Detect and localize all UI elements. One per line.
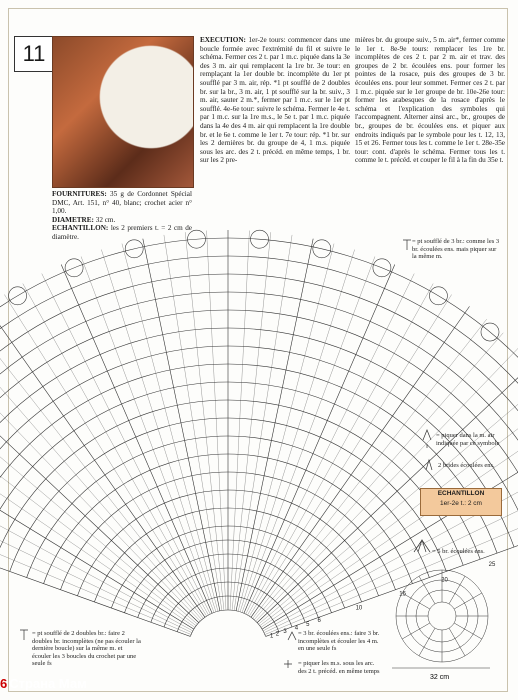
round-label: 15 xyxy=(399,591,406,598)
legend-ms-double: = piquer les m.s. sous les arc. des 2 t. précéd. en même temps xyxy=(298,660,380,675)
legend-puff-double: = pt soufflé de 2 doubles br.: faire 2 doubles br. incomplètes (ne pas écouler la dernière boucle) sur la même m. et écouler les 3 boucles du crochet par une seule fs xyxy=(32,630,141,667)
stitch-spoke xyxy=(230,231,249,611)
legend-piquer: = piquer dans la m. air indiquée par ce symbole xyxy=(436,432,500,447)
diametre-text: 32 cm. xyxy=(95,215,116,224)
stitch-spoke xyxy=(266,508,518,637)
sample-ring xyxy=(428,602,456,630)
stitch-spoke xyxy=(0,362,199,622)
echantillon-box xyxy=(420,488,502,516)
legend-two-brides: 2 brides écoulées ens. xyxy=(438,462,495,469)
stitch-spoke xyxy=(249,295,451,617)
echantillon-box-text: 1er-2e t.: 2 cm xyxy=(440,500,482,507)
round-label: 25 xyxy=(488,562,496,569)
stitch-spoke xyxy=(164,235,222,611)
stitch-spoke xyxy=(4,295,206,617)
stitch-spoke xyxy=(0,395,196,626)
round-label: 3 xyxy=(283,629,287,636)
round-label: 2 xyxy=(275,631,280,638)
execution-text-2: mières br. du groupe suiv., 5 m. air*, fermer comme le 1er t. 8e-9e tours: remplacer les 1re br. incomplètes de ces 2 t. par 2 m. air et trav. des groupes de 2 br. écoulées ens. pour former les pointes de la rosace, puis des groupes de 3 br. écoulées ens. pour leur sommet. Fermer ces 2 t. par 1 m.c. piquée sur le 1er groupe de br. 10e-26e tour: former les arabesques de la rosace d'après le schéma et l'explication des symboles qui l'accompagnent. Alterner ainsi arc., br., groupes de br., groupes de br. écoulées ens. et piquer aux endroits indiqués par le symbole pour les t. 12, 13, 15 et 26. Fermer tous les t. comme le 1er t. 28e-35e tour: cont. d'après le schéma. Fermer tous les t. comme le t. précéd. et couper le fil à la fin du 35e t. xyxy=(355,36,505,165)
stitch-spoke xyxy=(101,250,216,612)
echantillon-label: ECHANTILLON: xyxy=(52,224,109,233)
dimension-label: 32 cm xyxy=(430,674,450,681)
sample-spoke xyxy=(419,628,435,656)
stitch-spoke xyxy=(246,274,415,615)
stitch-spoke xyxy=(61,265,212,614)
puff-double-symbol xyxy=(20,630,28,640)
footer-watermark xyxy=(0,676,89,691)
echantillon-box-title: ECHANTILLON xyxy=(437,490,485,497)
three-br-symbol xyxy=(288,632,296,640)
ms-double-symbol xyxy=(284,660,292,668)
stitch-spoke xyxy=(0,468,192,632)
round-label: 5 xyxy=(306,621,310,628)
fournitures-label: FOURNITURES: xyxy=(52,190,107,198)
stitch-spoke xyxy=(256,347,518,621)
stitch-spoke xyxy=(234,235,292,611)
sample-spoke xyxy=(454,623,482,639)
sample-spoke xyxy=(454,593,482,609)
execution-label: EXECUTION: xyxy=(200,36,246,44)
stitch-spoke xyxy=(236,239,313,611)
legend-puff: = pt soufflé de 3 br.: comme les 3 br. écoulées ens. mais piquer sur la même m. xyxy=(412,238,500,260)
piquer-symbol xyxy=(423,430,431,448)
watermark-text: Страна Мам xyxy=(9,676,87,691)
stitch-spoke xyxy=(122,244,218,612)
fournitures-text: 35 g de Cordonnet Spécial DMC, Art. 151, n° 40, blanc; crochet acier n° 1,00. xyxy=(52,190,192,216)
round-label: 6 xyxy=(317,618,321,625)
round-label: 10 xyxy=(355,605,363,612)
stitch-spoke xyxy=(0,488,191,635)
stitch-spoke xyxy=(207,231,226,611)
sample-spoke xyxy=(402,623,430,639)
stitch-spoke xyxy=(262,431,518,630)
diametre-label: DIAMETRE: xyxy=(52,215,94,224)
stitch-spoke xyxy=(244,265,395,614)
puff-symbol xyxy=(403,240,411,250)
stitch-spoke xyxy=(143,239,220,611)
sample-spoke xyxy=(449,628,465,656)
pattern-number: 11 xyxy=(14,36,54,72)
legend-three-br: = 3 br. écoulées ens.: faire 3 br. incomplètes et écouler les 4 m. en une seule fs xyxy=(298,630,380,652)
echantillon-text: les 2 premiers t. = 2 cm de diamètre. xyxy=(52,224,193,241)
round-label: 1 xyxy=(270,633,274,640)
five-br-symbol xyxy=(414,540,430,552)
round-label: 4 xyxy=(294,625,299,632)
stitch-spoke xyxy=(0,449,193,631)
stitch-spoke xyxy=(42,274,211,615)
stitch-spoke xyxy=(240,250,355,612)
round-arc xyxy=(0,238,518,510)
page-number: 6 xyxy=(0,676,8,691)
stitch-spoke xyxy=(0,431,194,630)
sample-spoke xyxy=(449,576,465,604)
round-label: 20 xyxy=(441,577,448,584)
sample-spoke xyxy=(419,576,435,604)
round-arc xyxy=(0,364,497,553)
legend-five-br: = 5 br. écoulées ens. xyxy=(432,548,485,555)
stitch-spoke xyxy=(238,244,334,612)
sample-spoke xyxy=(402,593,430,609)
execution-text: 1er-2e tours: commencer dans une boucle formée avec l'extrémité du fil et suivre le schéma. Fermer ces 2 t. par 1 m.c. piquée dans la 3e des 3 m. air qui remplacent la 1re br. 3e tour: en remplaçant la 1er double br. incomplète du 1er pt soufflé par 3 m. air, rép. *1 pt soufflé de 2 doubles br. sur la br., 3 m. air, 1 pt soufflé sur la br. suiv., 3 m. air, sauter 2 m.*, fermer par 1 m.c. sur le 1er pt soufflé. 4e-6e tour: suivre le schéma. Fermer le 4e t. par 1 m.c. sur la 1re m.s., le 5e t. par 1 m.c. piquée dans la 4e des 4 m. air qui remplacent la 1re double br. et le 6e t. comme le 1er t. 7e tour: rép. *1 br. sur les 2 dernières br. du groupe de 4, 1 m.s. piquée sous les arc. des 2 t. précéd. en même temps, 1 br. sur les 2 pre- xyxy=(200,36,350,165)
round-arc xyxy=(190,610,265,636)
round-arc xyxy=(0,256,518,517)
